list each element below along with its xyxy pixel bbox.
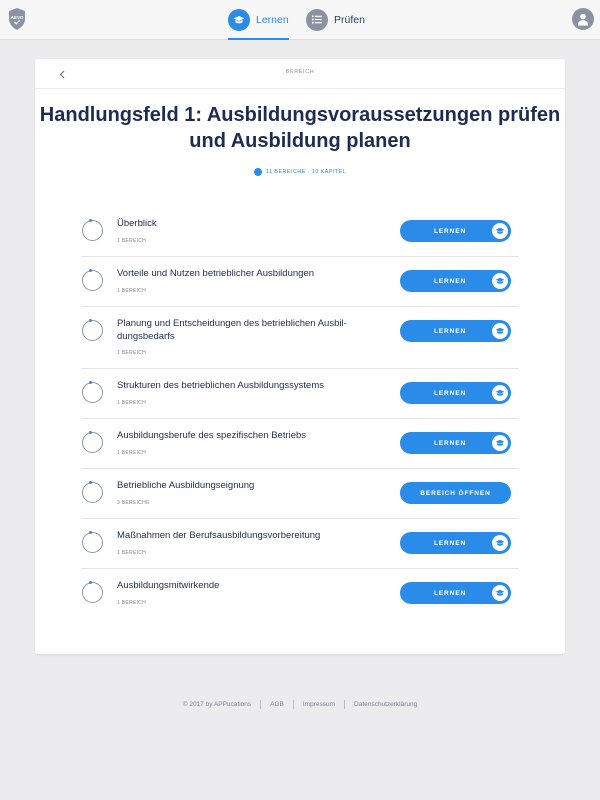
list-item-title: Vorteile und Nutzen betrieblicher Ausbildungen <box>117 268 314 279</box>
list-item[interactable] <box>81 257 519 307</box>
svg-text:AEVO: AEVO <box>10 15 24 20</box>
footer-link-impressum[interactable]: Impressum <box>302 701 336 708</box>
graduation-cap-icon <box>492 385 508 401</box>
tab-lernen[interactable] <box>228 0 289 39</box>
graduation-cap-icon <box>492 435 508 451</box>
list-item[interactable] <box>81 569 519 619</box>
learn-button-label: LERNEN <box>433 439 467 447</box>
learn-button[interactable] <box>400 220 511 242</box>
list-item-subtitle: 3 BEREICHE <box>117 500 150 506</box>
list-item-title: Ausbildungsmitwirkende <box>117 580 220 591</box>
list-item-subtitle: 1 BEREICH <box>117 600 147 606</box>
top-navigation-bar <box>0 0 600 40</box>
progress-ring-icon <box>82 532 103 553</box>
graduation-cap-icon <box>492 223 508 239</box>
learn-button-label: LERNEN <box>433 389 467 397</box>
graduation-cap-icon <box>492 585 508 601</box>
user-icon <box>577 13 589 26</box>
footer-divider <box>260 700 261 709</box>
list-item-title: Maßnahmen der Berufsausbildungsvorbereitung <box>117 530 321 541</box>
list-item[interactable] <box>81 307 519 369</box>
progress-ring-icon <box>82 270 103 291</box>
header-label: BEREICH <box>285 69 315 75</box>
list-item-title: Planung und Entscheidungen des betrieblichen Ausbil-dungsbedarfs <box>117 318 347 342</box>
section-meta-text: 11 BEREICHE · 10 KAPITEL <box>265 169 347 175</box>
list-icon <box>306 9 328 31</box>
active-tab-indicator <box>228 38 289 40</box>
footer-divider <box>344 700 345 709</box>
open-section-button-label: BEREICH ÖFFNEN <box>420 489 491 497</box>
list-item-subtitle: 1 BEREICH <box>117 238 147 244</box>
profile-button[interactable] <box>572 8 594 30</box>
footer-link-agb[interactable]: AGB <box>270 701 284 708</box>
list-item-subtitle: 1 BEREICH <box>117 550 147 556</box>
section-list <box>81 207 519 619</box>
copyright-text: © 2017 by APPucations <box>182 701 252 708</box>
learn-button[interactable] <box>400 270 511 292</box>
learn-button-label: LERNEN <box>433 227 467 235</box>
graduation-cap-icon <box>492 273 508 289</box>
progress-ring-icon <box>82 582 103 603</box>
progress-ring-icon <box>82 382 103 403</box>
card-header <box>35 59 565 89</box>
list-item[interactable] <box>81 369 519 419</box>
graduation-cap-icon <box>492 535 508 551</box>
list-item-subtitle: 1 BEREICH <box>117 450 147 456</box>
list-item-subtitle: 1 BEREICH <box>117 400 147 406</box>
progress-ring-icon <box>82 432 103 453</box>
list-item-title: Ausbildungsberufe des spezifischen Betriebs <box>117 430 307 441</box>
list-item-subtitle: 1 BEREICH <box>117 288 147 294</box>
learn-button[interactable] <box>400 582 511 604</box>
page-title: Handlungsfeld 1: Ausbildungsvoraussetzungen prüfen und Ausbildung planen <box>39 104 561 152</box>
learn-button[interactable] <box>400 532 511 554</box>
list-item-subtitle: 1 BEREICH <box>117 350 147 356</box>
tab-pruefen[interactable] <box>306 0 365 39</box>
list-item-title: Überblick <box>117 218 157 229</box>
learn-button[interactable] <box>400 320 511 342</box>
list-item-title: Betriebliche Ausbildungseignung <box>117 480 255 491</box>
tab-lernen-label: Lernen <box>256 13 289 26</box>
list-item[interactable] <box>81 207 519 257</box>
footer-divider <box>293 700 294 709</box>
progress-ring-icon <box>82 220 103 241</box>
section-meta <box>35 168 565 176</box>
progress-dot-icon <box>254 168 262 176</box>
progress-ring-icon <box>82 320 103 341</box>
aevo-logo[interactable] <box>7 7 27 31</box>
footer-link-datenschutz[interactable]: Datenschutzerklärung <box>354 701 418 708</box>
learn-button[interactable] <box>400 432 511 454</box>
list-item[interactable] <box>81 519 519 569</box>
learn-button[interactable] <box>400 382 511 404</box>
list-item[interactable] <box>81 469 519 519</box>
list-item-title: Strukturen des betrieblichen Ausbildungssystems <box>117 380 325 391</box>
learn-button-label: LERNEN <box>433 327 467 335</box>
open-section-button[interactable] <box>400 482 511 504</box>
list-item[interactable] <box>81 419 519 469</box>
graduation-cap-icon <box>492 323 508 339</box>
learn-button-label: LERNEN <box>433 589 467 597</box>
content-card <box>35 59 565 654</box>
graduation-cap-icon <box>228 9 250 31</box>
learn-button-label: LERNEN <box>433 277 467 285</box>
tab-pruefen-label: Prüfen <box>334 13 365 26</box>
progress-ring-icon <box>82 482 103 503</box>
footer <box>0 700 600 709</box>
learn-button-label: LERNEN <box>433 539 467 547</box>
